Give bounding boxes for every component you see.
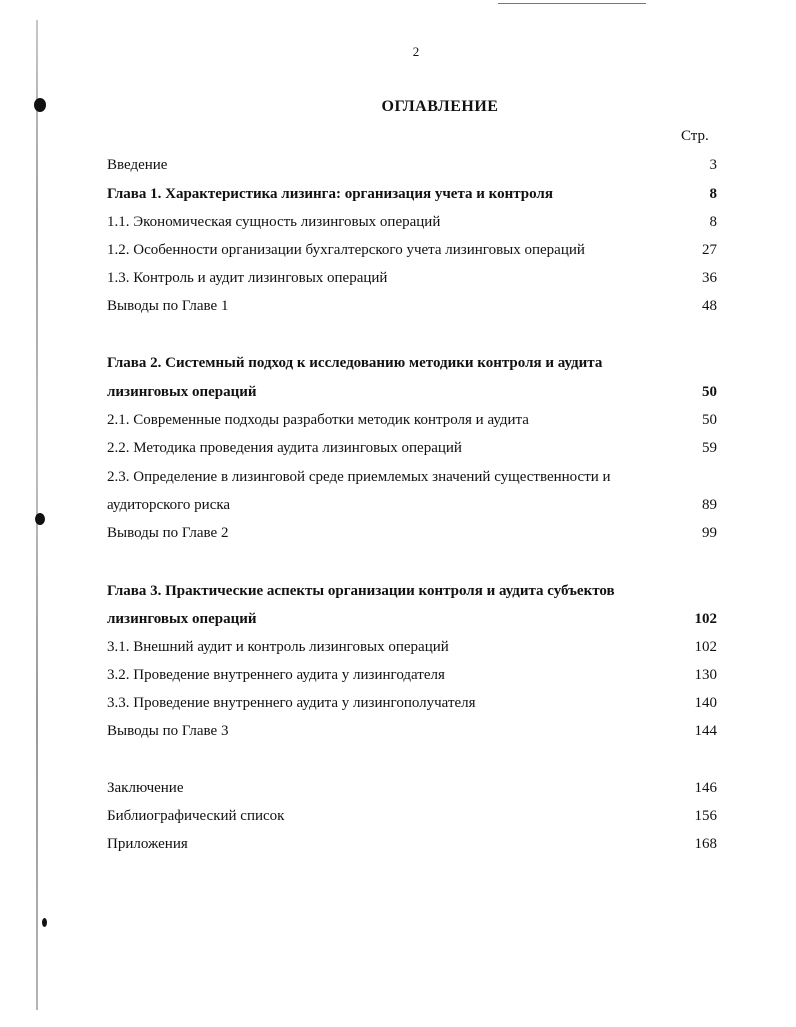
toc-entry-page: 36 — [702, 270, 717, 286]
toc-entry-page: 50 — [702, 412, 717, 428]
toc-entry-page: 156 — [694, 808, 717, 824]
toc-entry-text: аудиторского риска — [107, 497, 231, 513]
toc-entry-text: Приложения — [107, 836, 188, 852]
toc-entry-text: Библиографический список — [107, 808, 285, 824]
toc-entry — [107, 409, 717, 431]
toc-entry-page: 102 — [694, 639, 717, 655]
toc-entry — [107, 720, 717, 742]
toc-entry-page: 144 — [694, 723, 717, 739]
toc-entry-page: 146 — [694, 780, 717, 796]
toc-entry-text: 2.2. Методика проведения аудита лизинговых операций — [107, 440, 462, 456]
toc-entry — [107, 466, 717, 488]
toc-entry-text: Введение — [107, 157, 168, 173]
toc-entry — [107, 295, 717, 317]
toc-entry-text: Выводы по Главе 1 — [107, 298, 229, 314]
toc-entry-page: 102 — [694, 611, 717, 627]
toc-entry — [107, 522, 717, 544]
toc-entry-text: Выводы по Главе 2 — [107, 525, 229, 541]
toc-entry — [107, 664, 717, 686]
toc-entry-text: 2.1. Современные подходы разработки методик контроля и аудита — [107, 412, 529, 428]
toc-chapter-heading — [107, 580, 717, 602]
toc-entry — [107, 154, 717, 176]
toc-entry-page: 168 — [694, 836, 717, 852]
toc-entry-text: Заключение — [107, 780, 184, 796]
toc-chapter-heading — [107, 381, 717, 403]
page-number: 2 — [412, 44, 420, 59]
toc-entry-text: 3.1. Внешний аудит и контроль лизинговых операций — [107, 639, 449, 655]
toc-entry — [107, 833, 717, 855]
toc-entry-page: 59 — [702, 440, 717, 456]
page-column-label: Стр. — [681, 128, 709, 144]
toc-entry-text: 3.2. Проведение внутреннего аудита у лизингодателя — [107, 667, 445, 683]
toc-entry — [107, 437, 717, 459]
toc-entry-text: 1.1. Экономическая сущность лизинговых операций — [107, 214, 441, 230]
toc-entry-text: лизинговых операций — [107, 611, 257, 627]
toc-entry-text: 2.3. Определение в лизинговой среде приемлемых значений существенности и — [107, 469, 611, 485]
toc-entry-text: Выводы по Главе 3 — [107, 723, 229, 739]
toc-entry — [107, 494, 717, 516]
toc-entry-text: 3.3. Проведение внутреннего аудита у лизингополучателя — [107, 695, 476, 711]
scan-mark — [35, 513, 45, 525]
toc-entry-text: 1.3. Контроль и аудит лизинговых операций — [107, 270, 388, 286]
toc-entry-page: 130 — [694, 667, 717, 683]
toc-chapter-heading — [107, 183, 717, 205]
toc-entry-page: 3 — [709, 157, 717, 173]
toc-entry-page: 48 — [702, 298, 717, 314]
toc-entry-page: 8 — [709, 214, 717, 230]
toc-entry-page: 27 — [702, 242, 717, 258]
toc-entry-page: 140 — [694, 695, 717, 711]
toc-entry-text: Глава 2. Системный подход к исследованию методики контроля и аудита — [107, 355, 603, 371]
toc-entry-page: 89 — [702, 497, 717, 513]
toc-entry-page: 8 — [709, 186, 717, 202]
toc-entry — [107, 239, 717, 261]
page-title: ОГЛАВЛЕНИЕ — [381, 98, 499, 115]
toc-entry-text: лизинговых операций — [107, 384, 257, 400]
toc-entry — [107, 267, 717, 289]
toc-entry-page: 50 — [702, 384, 717, 400]
toc-chapter-heading — [107, 608, 717, 630]
scan-mark — [42, 918, 47, 927]
toc-entry-page: 99 — [702, 525, 717, 541]
toc-entry-text: Глава 3. Практические аспекты организации контроля и аудита субъектов — [107, 583, 615, 599]
toc-entry-text: Глава 1. Характеристика лизинга: организация учета и контроля — [107, 186, 553, 202]
toc-entry — [107, 636, 717, 658]
toc-entry-text: 1.2. Особенности организации бухгалтерского учета лизинговых операций — [107, 242, 585, 258]
toc-entry — [107, 692, 717, 714]
toc-chapter-heading — [107, 352, 717, 374]
scan-top-rule — [498, 3, 646, 4]
toc-entry — [107, 805, 717, 827]
toc-entry — [107, 211, 717, 233]
toc-entry — [107, 777, 717, 799]
